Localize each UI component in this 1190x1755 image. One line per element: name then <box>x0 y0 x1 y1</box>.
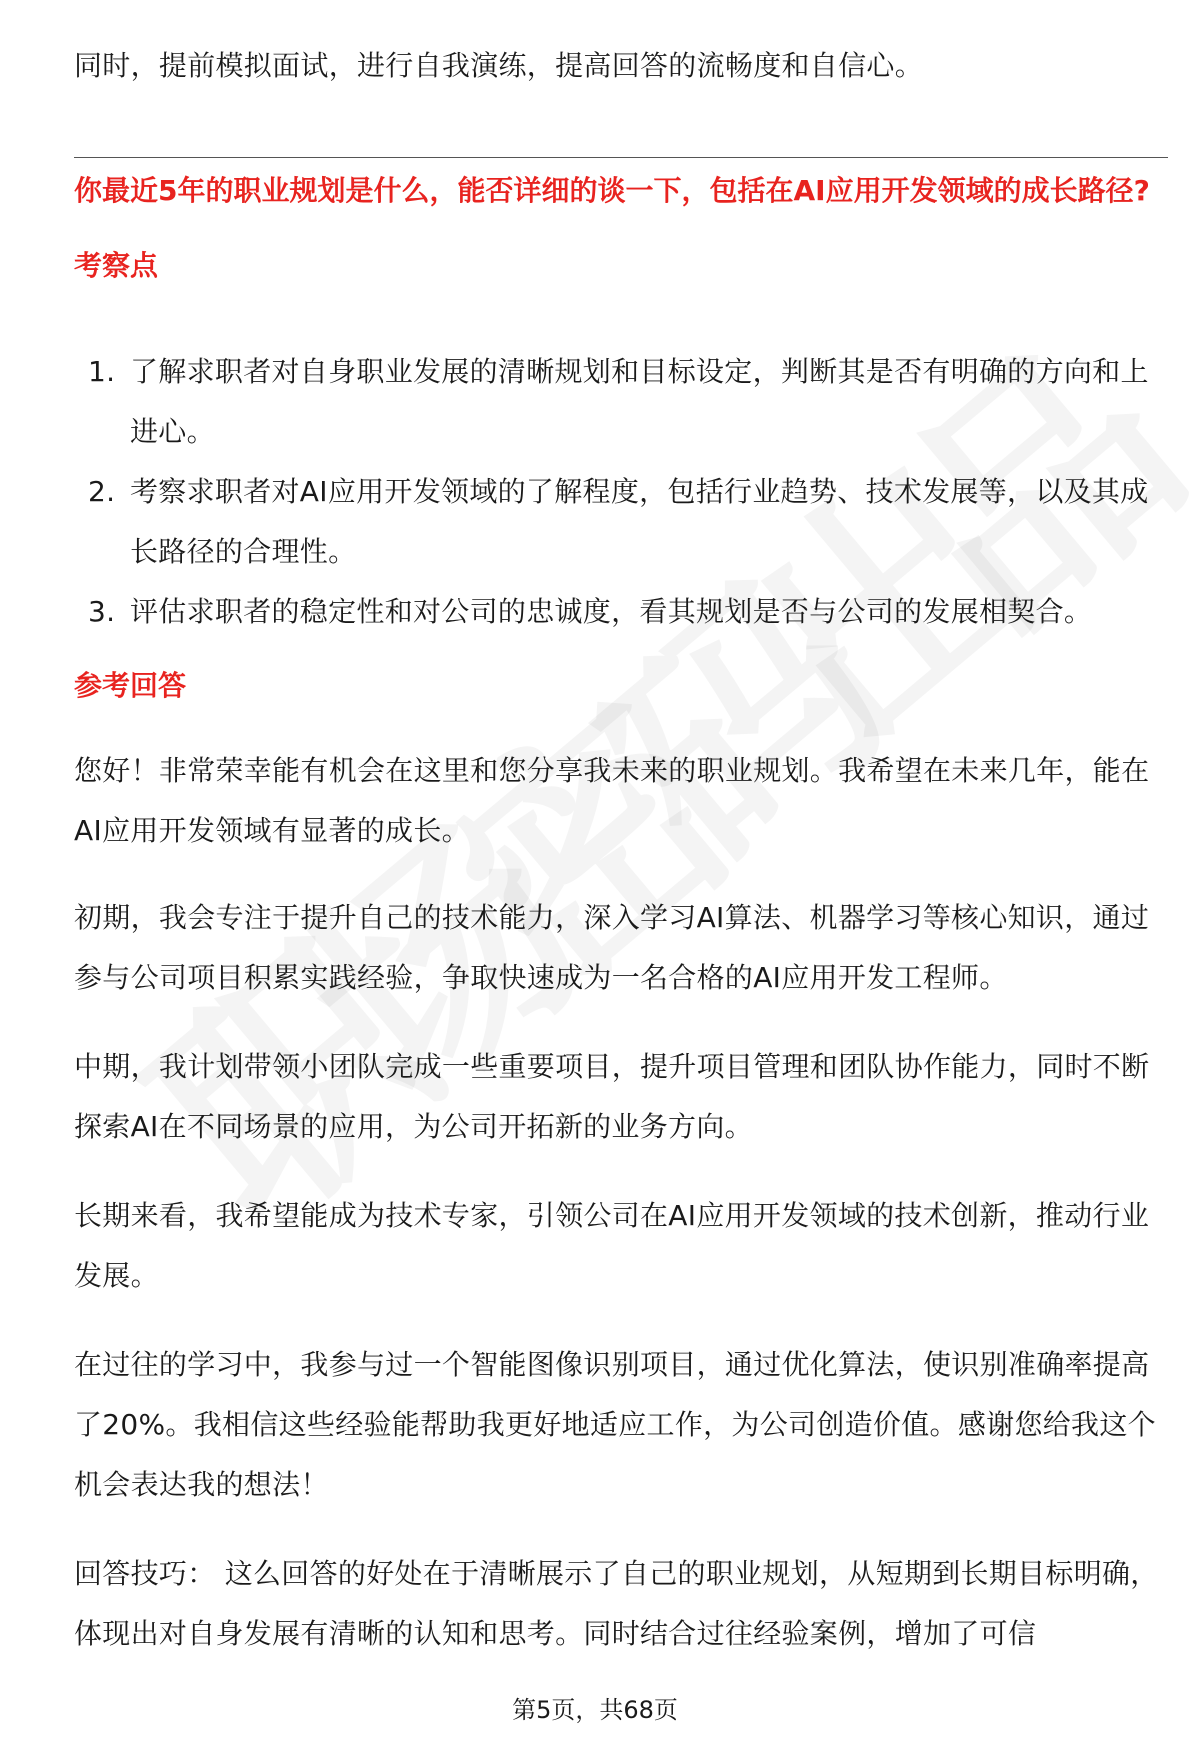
answer-paragraph: 初期，我会专注于提升自己的技术能力，深入学习AI算法、机器学习等核心知识，通过参与公司项目积累实践经验，争取快速成为一名合格的AI应用开发工程师。 <box>74 901 1150 994</box>
interview-question: 你最近5年的职业规划是什么，能否详细的谈一下，包括在AI应用开发领域的成长路径? <box>74 174 1150 207</box>
section-title-kaochadian: 考察点 <box>74 249 159 282</box>
list-item-number: 3. <box>88 595 116 628</box>
list-item-text: 评估求职者的稳定性和对公司的忠诚度，看其规划是否与公司的发展相契合。 <box>130 595 1093 628</box>
list-item <box>74 462 1168 582</box>
list-item-text: 了解求职者对自身职业发展的清晰规划和目标设定，判断其是否有明确的方向和上进心。 <box>130 355 1149 448</box>
answer-paragraph: 在过往的学习中，我参与过一个智能图像识别项目，通过优化算法，使识别准确率提高了20%。我相信这些经验能帮助我更好地适应工作，为公司创造价值。感谢您给我这个机会表达我的想法！ <box>74 1348 1156 1501</box>
page-footer: 第5页，共68页 <box>512 1696 678 1724</box>
section-divider <box>74 157 1168 158</box>
answer-paragraph: 您好！非常荣幸能有机会在这里和您分享我未来的职业规划。我希望在未来几年，能在AI应用开发领域有显著的成长。 <box>74 754 1150 847</box>
kaochadian-list <box>74 342 1168 642</box>
section-title-answer: 参考回答 <box>74 669 187 702</box>
answer-paragraph: 长期来看，我希望能成为技术专家，引领公司在AI应用开发领域的技术创新，推动行业发展。 <box>74 1199 1150 1292</box>
list-item-number: 2. <box>88 475 116 508</box>
list-item <box>74 582 1168 642</box>
list-item-number: 1. <box>88 355 116 388</box>
list-item <box>74 342 1168 462</box>
intro-paragraph: 同时，提前模拟面试，进行自我演练，提高回答的流畅度和自信心。 <box>74 49 924 82</box>
list-item-text: 考察求职者对AI应用开发领域的了解程度，包括行业趋势、技术发展等，以及其成长路径的合理性。 <box>130 475 1149 568</box>
answer-tips: 回答技巧： 这么回答的好处在于清晰展示了自己的职业规划，从短期到长期目标明确，体现出对自身发展有清晰的认知和思考。同时结合过往经验案例，增加了可信 <box>74 1557 1159 1650</box>
answer-paragraph: 中期，我计划带领小团队完成一些重要项目，提升项目管理和团队协作能力，同时不断探索AI在不同场景的应用，为公司开拓新的业务方向。 <box>74 1050 1150 1143</box>
document-page <box>74 0 1168 1755</box>
